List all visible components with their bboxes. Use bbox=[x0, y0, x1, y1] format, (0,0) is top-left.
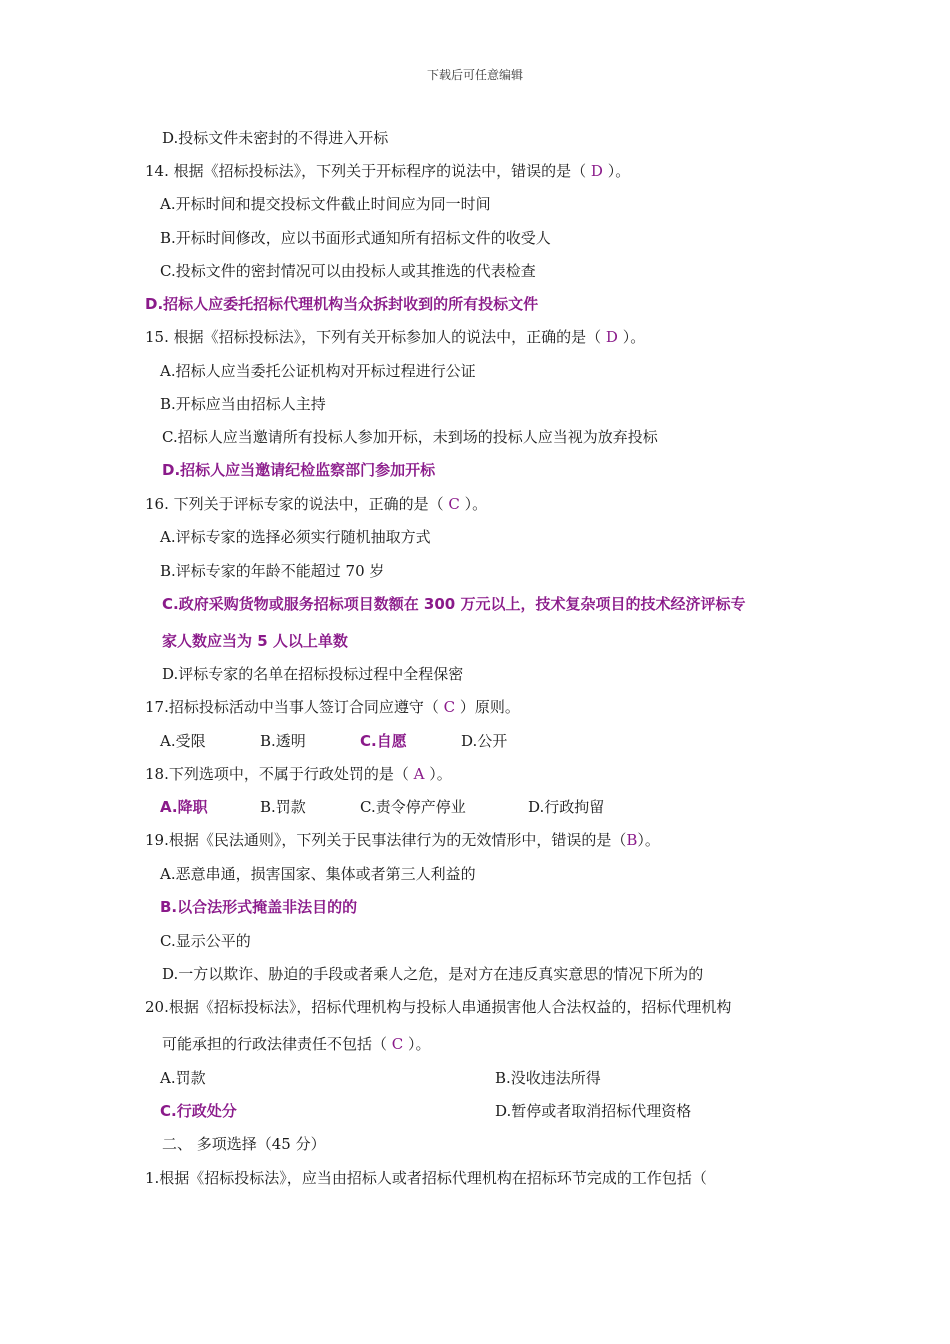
question-14 bbox=[145, 161, 630, 181]
question-text: ）。 bbox=[403, 1035, 431, 1053]
option-b-correct: B.以合法形式掩盖非法目的的 bbox=[160, 898, 358, 916]
question-text: 17.招标投标活动中当事人签订合同应遵守（ bbox=[145, 698, 444, 716]
option-c: C.显示公平的 bbox=[160, 932, 251, 950]
option-d: D.评标专家的名单在招标投标过程中全程保密 bbox=[162, 665, 464, 683]
option-a: A.罚款 bbox=[160, 1069, 206, 1087]
question-text: ）原则。 bbox=[455, 698, 520, 716]
question-text: 15. 根据《招标投标法》，下列有关开标参加人的说法中，正确的是（ bbox=[145, 328, 606, 346]
option-a: A.恶意串通，损害国家、集体或者第三人利益的 bbox=[160, 865, 476, 883]
option-a: A.开标时间和提交投标文件截止时间应为同一时间 bbox=[160, 195, 491, 213]
question-text: 可能承担的行政法律责任不包括（ bbox=[162, 1035, 392, 1053]
question-15 bbox=[145, 327, 645, 347]
answer-letter: C bbox=[443, 698, 456, 716]
option-b: B.透明 bbox=[260, 732, 306, 750]
question-text: 19.根据《民法通则》，下列关于民事法律行为的无效情形中，错误的是（ bbox=[145, 831, 627, 849]
option-c: C.招标人应当邀请所有投标人参加开标，未到场的投标人应当视为放弃投标 bbox=[162, 428, 658, 446]
option-b: B.开标时间修改，应以书面形式通知所有招标文件的收受人 bbox=[160, 229, 551, 247]
option-c-correct: C.行政处分 bbox=[160, 1102, 237, 1120]
option-a-correct: A.降职 bbox=[160, 798, 208, 816]
answer-letter: B bbox=[626, 831, 638, 849]
question-16 bbox=[145, 494, 487, 514]
question-text: 16. 下列关于评标专家的说法中，正确的是（ bbox=[145, 495, 449, 513]
answer-letter: C bbox=[448, 495, 460, 513]
question-20-cont bbox=[162, 1034, 431, 1054]
question-19 bbox=[145, 830, 660, 850]
answer-letter: A bbox=[413, 765, 425, 783]
question-text: ）。 bbox=[602, 162, 631, 180]
option-b: B.罚款 bbox=[260, 798, 306, 816]
question-text: ）。 bbox=[459, 495, 488, 513]
option-d-correct: D.招标人应委托招标代理机构当众拆封收到的所有投标文件 bbox=[145, 295, 539, 313]
answer-letter: C bbox=[391, 1035, 404, 1053]
option-c-correct: C.政府采购货物或服务招标项目数额在 300 万元以上，技术复杂项目的技术经济评标专 bbox=[162, 595, 746, 613]
question-18 bbox=[145, 764, 452, 784]
question-text: 18.下列选项中，不属于行政处罚的是（ bbox=[145, 765, 414, 783]
option-c: C.责令停产停业 bbox=[360, 798, 466, 816]
question-text: 14. 根据《招标投标法》，下列关于开标程序的说法中，错误的是（ bbox=[145, 162, 591, 180]
question-text: ）。 bbox=[617, 328, 646, 346]
answer-letter: D bbox=[605, 328, 618, 346]
option-b: B.评标专家的年龄不能超过 70 岁 bbox=[160, 562, 385, 580]
question-20: 20.根据《招标投标法》，招标代理机构与投标人串通损害他人合法权益的，招标代理机构 bbox=[145, 998, 732, 1016]
option-d: D.行政拘留 bbox=[528, 798, 605, 816]
multi-question-1: 1.根据《招标投标法》，应当由招标人或者招标代理机构在招标环节完成的工作包括（ bbox=[145, 1169, 707, 1187]
question-text: ）。 bbox=[637, 831, 660, 849]
option-c: C.投标文件的密封情况可以由投标人或其推选的代表检查 bbox=[160, 262, 536, 280]
option-line: D.投标文件未密封的不得进入开标 bbox=[162, 129, 389, 147]
page-header: 下载后可任意编辑 bbox=[426, 68, 523, 82]
option-a: A.招标人应当委托公证机构对开标过程进行公证 bbox=[160, 362, 476, 380]
answer-letter: D bbox=[590, 162, 603, 180]
option-a: A.评标专家的选择必须实行随机抽取方式 bbox=[160, 528, 431, 546]
option-c-correct-cont: 家人数应当为 5 人以上单数 bbox=[162, 632, 348, 650]
option-b: B.开标应当由招标人主持 bbox=[160, 395, 326, 413]
section-heading: 二、 多项选择（45 分） bbox=[162, 1135, 326, 1153]
question-17 bbox=[145, 697, 520, 717]
option-c-correct: C.自愿 bbox=[360, 732, 407, 750]
option-d: D.公开 bbox=[461, 732, 508, 750]
option-a: A.受限 bbox=[160, 732, 206, 750]
option-d-correct: D.招标人应当邀请纪检监察部门参加开标 bbox=[162, 461, 436, 479]
option-d: D.一方以欺诈、胁迫的手段或者乘人之危，是对方在违反真实意思的情况下所为的 bbox=[162, 965, 704, 983]
question-text: ）。 bbox=[424, 765, 452, 783]
option-b: B.没收违法所得 bbox=[495, 1069, 601, 1087]
option-d: D.暂停或者取消招标代理资格 bbox=[495, 1102, 692, 1120]
